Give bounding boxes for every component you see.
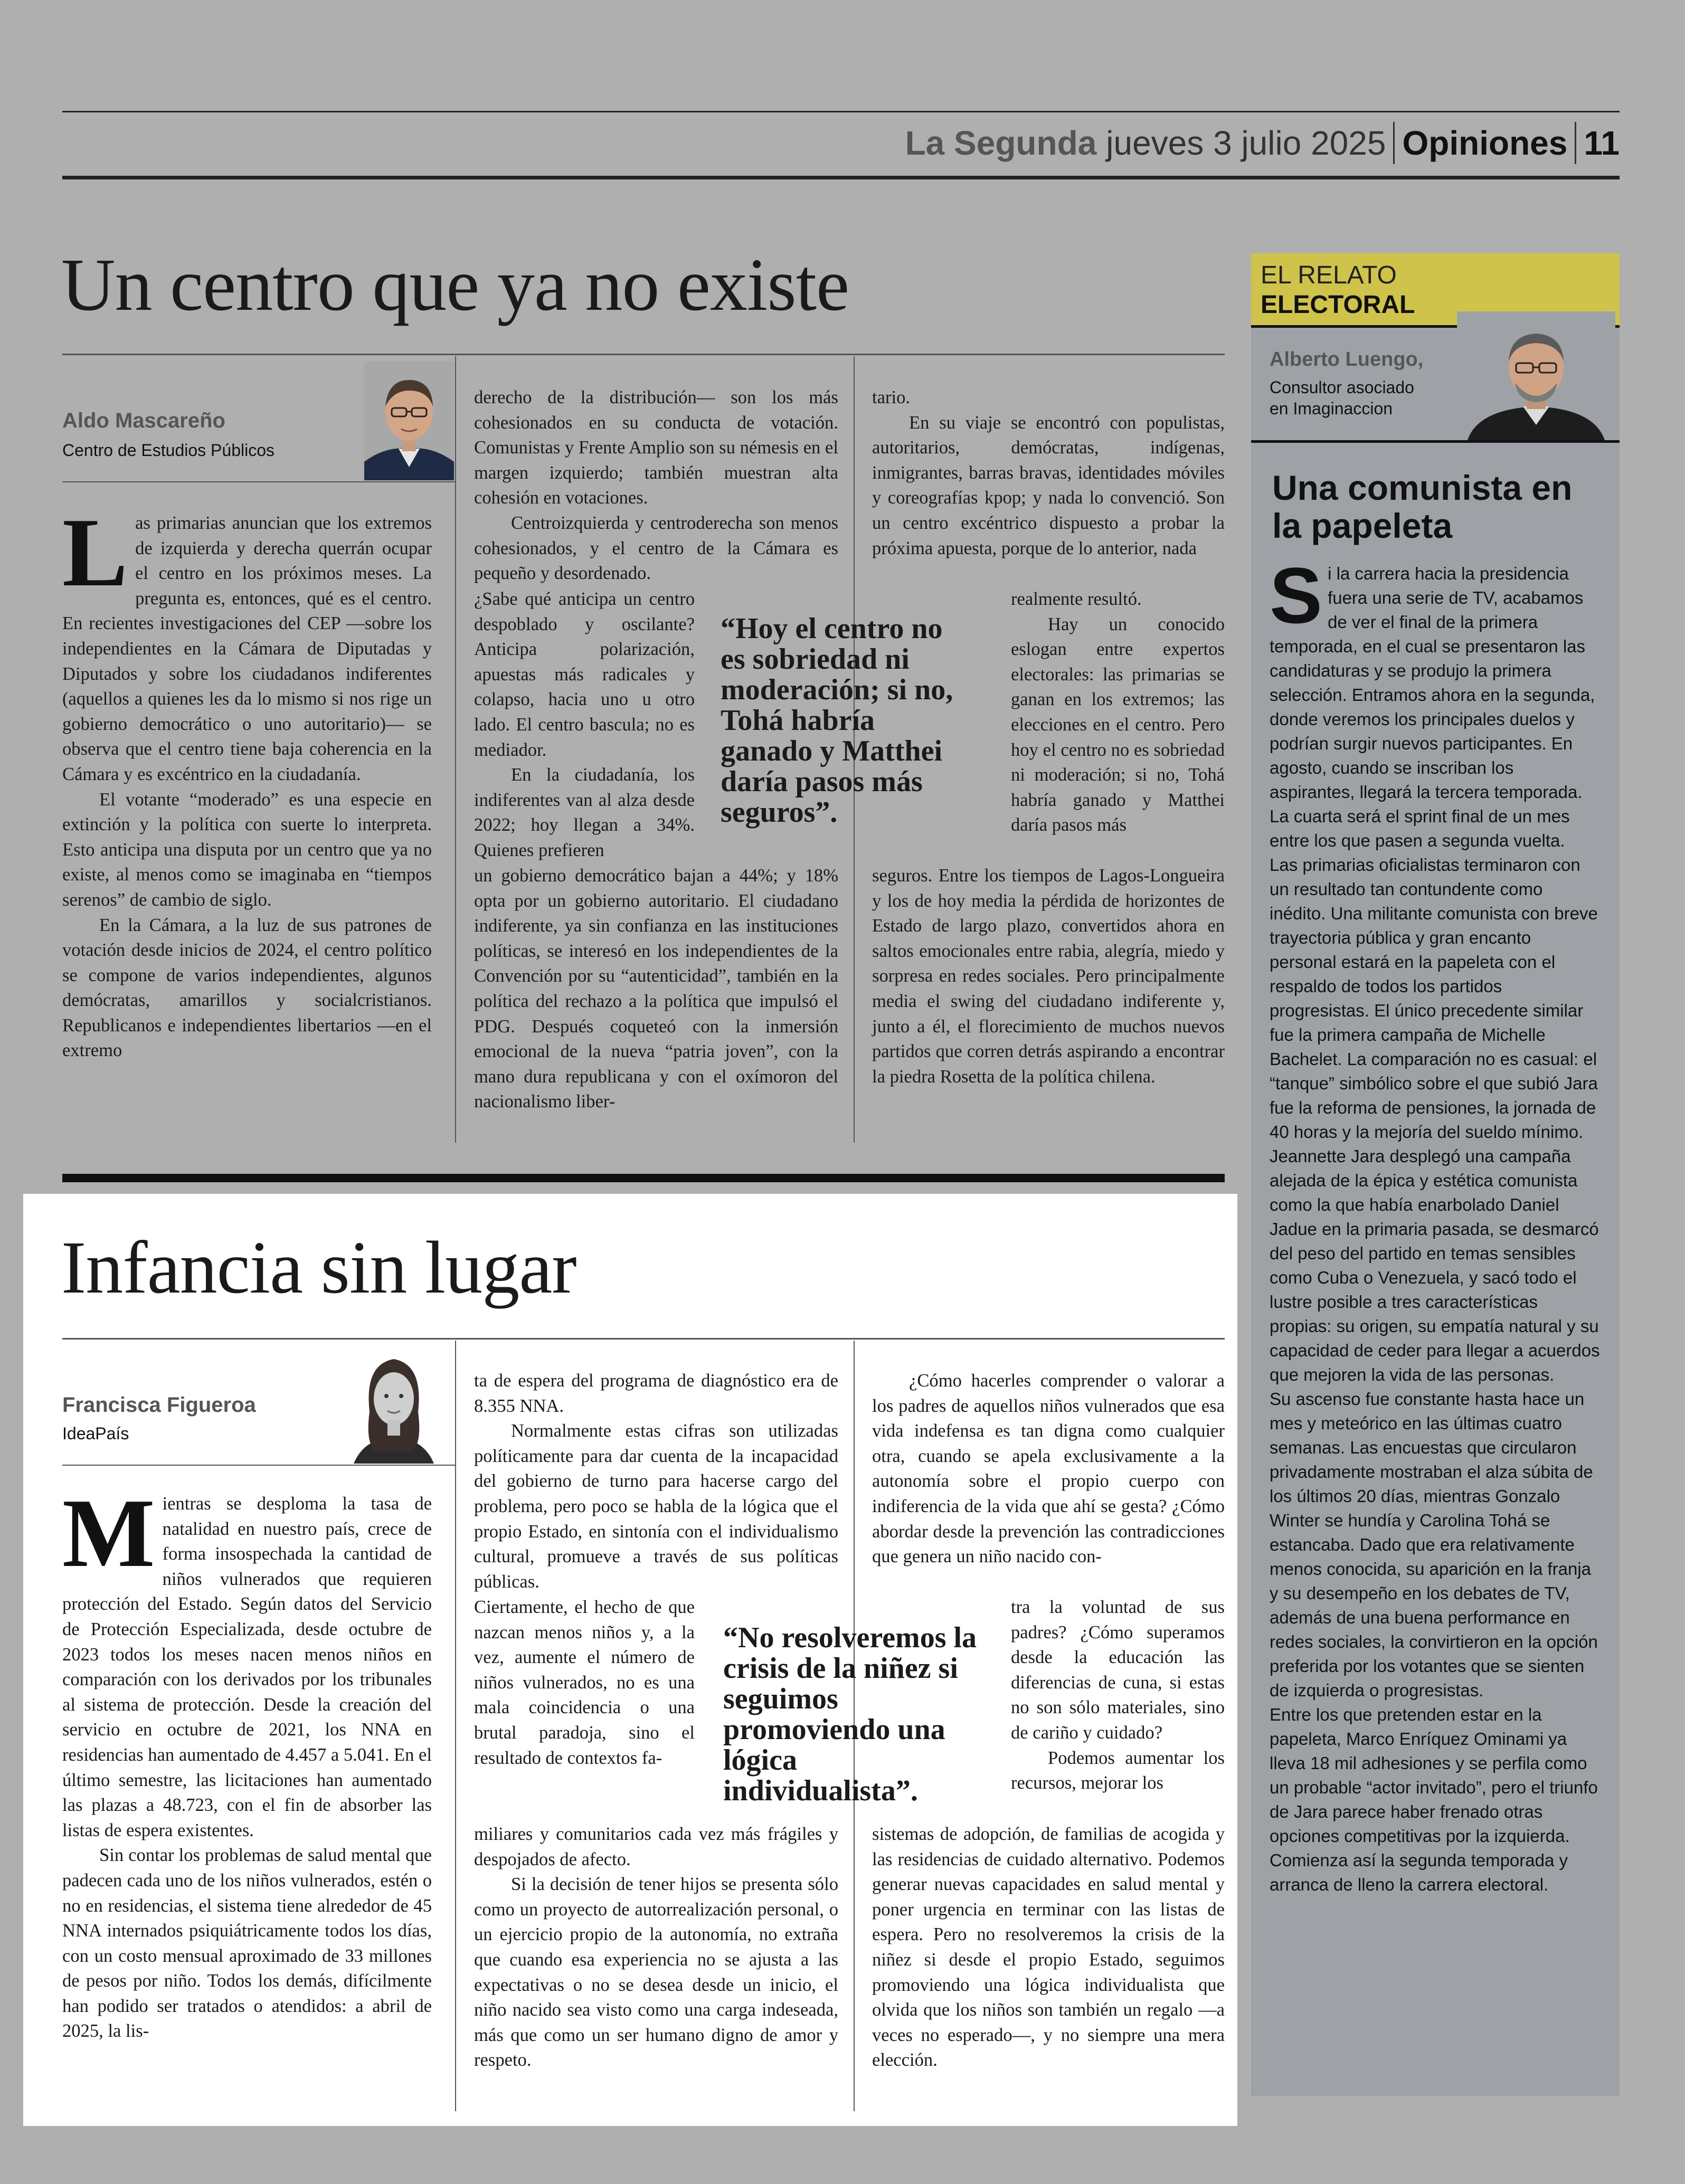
paragraph: tra la voluntad de sus padres? ¿Cómo superamos desde la educación las diferencias de cuna, si estas no son sólo materiales, sino de cariño y cuidado? xyxy=(1011,1597,1225,1743)
article1-author-rule xyxy=(62,481,456,482)
article1-title-rule xyxy=(62,354,1225,355)
article2-author: Francisca Figueroa xyxy=(62,1393,256,1417)
article1-pullquote: “Hoy el centro no es sobriedad ni moderación; si no, Tohá habría ganado y Matthei daría pasos más seguros”. xyxy=(721,612,953,829)
article1-column2-top xyxy=(474,385,838,586)
issue-date: jueves 3 julio 2025 xyxy=(1106,124,1386,162)
paragraph: En la Cámara, a la luz de sus patrones de votación desde inicios de 2024, el centro político se compone de varios independientes, algunos demócratas, amarillos y socialcristianos. Republicanos e independientes libertarios —en el extremo xyxy=(62,915,432,1061)
paragraph: as primarias anuncian que los extremos de izquierda y derecha querrán ocupar el centro en los próximos meses. La pregunta es, entonces, qué es el centro. En recientes investigaciones del CEP —sobre los independientes en la Cámara de Diputadas y Diputados y sobre los ciudadanos indiferentes (aquellos a quienes les da lo mismo si nos rige un gobierno democrático o uno autoritario)— se observa que el centro tiene baja coherencia en la Cámara y es excéntrico en la ciudadanía. xyxy=(62,513,432,784)
paragraph: miliares y comunitarios cada vez más frágiles y despojados de afecto. xyxy=(474,1824,838,1869)
paragraph: Jeannette Jara desplegó una campaña alejada de la épica y estética comunista como la que había enarbolado Daniel Jadue en la primaria pasada, se desmarcó del peso del partido en temas sensibles como Cuba o Venezuela, y sacó todo el lustre posible a tres características propias: su origen, su empatía natural y su capacidad de ceder para llegar a acuerdos que mejoren la vida de las personas. xyxy=(1270,1146,1600,1384)
paragraph: Hay un conocido eslogan entre expertos electorales: las primarias se ganan en los extremos; las elecciones en el centro. Pero hoy el centro no es sobriedad ni moderación; si no, Tohá habría ganado y Matthei daría pasos más xyxy=(1011,614,1225,835)
sidebar-rule xyxy=(1251,440,1620,443)
sidebar-tag-line2: ELECTORAL xyxy=(1261,291,1415,319)
article1-title: Un centro que ya no existe xyxy=(61,243,849,326)
article1-column3-top xyxy=(872,385,1225,561)
paragraph: ientras se desploma la tasa de natalidad en nuestro país, crece de forma insospechada la cantidad de niños vulnerados que requieren protección del Estado. Según datos del Servicio de Protección Especializada, desde octubre de 2023 todos los meses nacen menos niños en comparación con los derivados por los tribunales al sistema de protección. Desde la creación del servicio en octubre de 2021, los NNA en residencias han aumentado de 4.457 a 5.041. En el último semestre, las licitaciones han aumentado las plazas a 48.723, con el fin de absorber las listas de espera existentes. xyxy=(62,1494,432,1840)
header-divider xyxy=(1575,122,1576,164)
article2-column2-top xyxy=(474,1369,838,1594)
article2-column3-bottom xyxy=(872,1822,1225,2073)
page-number: 11 xyxy=(1584,124,1620,162)
paragraph: En su viaje se encontró con populistas, autoritarios, demócratas, indígenas, inmigrantes, barras bravas, identidades móviles y coreografías kpop; y nada lo convenció. Son un centro excéntrico dispuesto a probar la próxima apuesta, porque de lo anterior, nada xyxy=(872,412,1225,558)
article2-column2-narrow xyxy=(474,1595,695,1771)
sidebar-tag-line1: EL RELATO xyxy=(1261,261,1397,289)
paragraph: Normalmente estas cifras son utilizadas políticamente para dar cuenta de la incapacidad del gobierno de turno para hacerse cargo del problema, pero poco se habla de la lógica que el propio Estado, en sintonía con el individualismo cultural, promueve a través de sus políticas públicas. xyxy=(474,1421,838,1592)
article1-author-org: Centro de Estudios Públicos xyxy=(62,441,274,460)
paragraph: ¿Cómo hacerles comprender o valorar a los padres de aquellos niños vulnerados que esa vida indefensa es tan digna como cualquier otra, cuando se apela exclusivamente a la autonomía sobre el propio cuerpo con indiferencia de la vida que ahí se gesta? ¿Cómo abordar desde la prevención las contradicciones que genera un niño nacido con- xyxy=(872,1371,1225,1567)
article2-dropcap: M xyxy=(62,1479,155,1588)
article2-column3-top xyxy=(872,1369,1225,1570)
article1-column3-bottom xyxy=(872,863,1225,1089)
paragraph: Ciertamente, el hecho de que nazcan menos niños y, a la vez, aumente el número de niños vulnerados, no es una mala coincidencia o una brutal paradoja, sino el resultado de contextos fa- xyxy=(474,1597,695,1768)
article2-author-org: IdeaPaís xyxy=(62,1424,129,1443)
article-separator xyxy=(62,1174,1225,1182)
newspaper-brand: La Segunda xyxy=(905,124,1097,162)
article2-column1 xyxy=(62,1479,432,2044)
paragraph: ¿Sabe qué anticipa un centro despoblado y oscilante? Anticipa polarización, apuestas más radicales y colapso, hacia uno u otro lado. El centro bascula; no es mediador. xyxy=(474,589,695,760)
sidebar-dropcap: S xyxy=(1270,551,1323,640)
article2-author-rule xyxy=(62,1465,456,1466)
sidebar-body xyxy=(1270,551,1602,1897)
header-divider xyxy=(1393,122,1395,164)
author-photo-aldo xyxy=(364,362,454,480)
page-header xyxy=(905,114,1620,172)
paragraph: sistemas de adopción, de familias de acogida y las residencias de cuidado alternativo. Podemos generar nuevas capacidades en salud mental y poner urgencia en terminar con las listas de espera. Pero no resolveremos la crisis de la niñez si desde el propio Estado, seguimos promoviendo una lógica individualista que olvida que los niños son también un regalo —a veces no esperado—, y no siempre una mera elección. xyxy=(872,1824,1225,2071)
paragraph: Centroizquierda y centroderecha son menos cohesionados, y el centro de la Cámara es pequeño y desordenado. xyxy=(474,512,838,584)
article1-column2-narrow xyxy=(474,587,695,863)
paragraph: realmente resultó. xyxy=(1011,589,1142,609)
article1-column1 xyxy=(62,498,432,1063)
paragraph: i la carrera hacia la presidencia fuera una serie de TV, acabamos de ver el final de la primera temporada, en el cual se presentaron las candidaturas y se produjo la primera selección. Entramos ahora en la segunda, donde veremos los principales duelos y podrían surgir nuevos participantes. En agosto, cuando se inscriban los aspirantes, llegará la tercera temporada. La cuarta será el sprint final de un mes entre los que pasen a segunda vuelta. xyxy=(1270,564,1595,850)
paragraph: Su ascenso fue constante hasta hace un mes y meteórico en las últimas cuatro semanas. Las encuestas que circularon privadamente mostraban el alza súbita de los últimos 20 días, mientras Gonzalo Winter se hundía y Carolina Tohá se estancaba. Dado que era relativamente menos conocida, su aparición en la franja y su desempeño en los debates de TV, además de una buena performance en redes sociales, la convirtieron en la opción preferida por los votantes que se sienten de izquierda o progresistas. xyxy=(1270,1389,1598,1700)
author-photo-alberto xyxy=(1457,311,1615,440)
column-divider xyxy=(455,356,456,1143)
paragraph: Las primarias oficialistas terminaron con un resultado tan contundente como inédito. Una militante comunista con breve trayectoria pública y gran encanto personal estará en la papeleta con el respaldo de todos los partidos progresistas. El único precedente similar fue la primera campaña de Michelle Bachelet. La comparación no es casual: el “tanque” simbólico sobre el que subió Jara fue la reforma de pensiones, la jornada de 40 horas y la mejoría del sueldo mínimo. xyxy=(1270,855,1598,1142)
article2-column3-narrow xyxy=(1011,1595,1225,1796)
column-divider xyxy=(455,1341,456,2111)
article1-column2-bottom xyxy=(474,863,838,1115)
paragraph: ta de espera del programa de diagnóstico era de 8.355 NNA. xyxy=(474,1371,838,1416)
paragraph: Podemos aumentar los recursos, mejorar los xyxy=(1011,1748,1225,1793)
paragraph: seguros. Entre los tiempos de Lagos-Longueira y los de hoy media la pérdida de horizontes de Estado de largo plazo, convertidos ahora en saltos emocionales entre rabia, alegría, miedo y sorpresa en redes sociales. Pero principalmente media el swing del ciudadano indiferente y, junto a él, el florecimiento de muchos nuevos partidos que corren detrás aspirando a encontrar la piedra Rosetta de la política chilena. xyxy=(872,866,1225,1087)
sidebar-author-role: Consultor asociado xyxy=(1270,378,1414,397)
paragraph: El votante “moderado” es una especie en extinción y la política con suerte lo interpreta. Esto anticipa una disputa por un centro que ya no existe, al menos como se imaginaba en “tiempos serenos” de cambio de siglo. xyxy=(62,789,432,910)
paragraph: Sin contar los problemas de salud mental que padecen cada uno de los niños vulnerados, estén o no en residencias, el sistema tiene alrededor de 45 NNA internados psiquiátricamente todos los días, con un costo mensual aproximado de 33 millones de pesos por niño. Todos los demás, difícilmente han podido ser tratados o atendidos: a abril de 2025, la lis- xyxy=(62,1845,432,2041)
article1-column3-narrow xyxy=(1011,587,1225,838)
article1-dropcap: L xyxy=(62,498,128,607)
paragraph: Entre los que pretenden estar en la papeleta, Marco Enríquez Ominami ya lleva 18 mil adhesiones y se perfila como un probable “actor invitado”, pero el triunfo de Jara parece haber frenado otras opciones competitivas por la izquierda. Comienza así la segunda temporada y arranca de lleno la carrera electoral. xyxy=(1270,1705,1598,1894)
section-name: Opiniones xyxy=(1402,124,1568,162)
author-photo-francisca xyxy=(333,1343,455,1464)
paragraph: En la ciudadanía, los indiferentes van al alza desde 2022; hoy llegan a 34%. Quienes prefieren xyxy=(474,765,695,860)
header-bottom-rule xyxy=(62,176,1620,179)
sidebar-title: Una comunista en la papeleta xyxy=(1272,468,1573,545)
article2-column2-bottom xyxy=(474,1822,838,2073)
sidebar-author: Alberto Luengo, xyxy=(1270,348,1424,371)
article2-title: Infancia sin lugar xyxy=(61,1226,576,1309)
article2-pullquote: “No resolveremos la crisis de la niñez si seguimos promoviendo una lógica individualista”. xyxy=(723,1621,977,1807)
paragraph: un gobierno democrático bajan a 44%; y 18% opta por un gobierno autoritario. El ciudadano indiferente, ya sin confianza en las instituciones políticas, se interesó en los independientes de la Convención por su “autenticidad”, también en la política del rechazo a la política que impulsó el PDG. Después coqueteó con la inmersión emocional de la nueva “patria joven”, con la mano dura republicana y con el oxímoron del nacionalismo liber- xyxy=(474,866,838,1112)
article1-author: Aldo Mascareño xyxy=(62,409,225,432)
sidebar-author-company: en Imaginaccion xyxy=(1270,399,1393,418)
paragraph: derecho de la distribución— son los más cohesionados en su conducta de votación. Comunistas y Frente Amplio son su némesis en el margen izquierdo; también muestran alta cohesión en votaciones. xyxy=(474,387,838,508)
paragraph: Si la decisión de tener hijos se presenta sólo como un proyecto de autorrealización personal, o un ejercicio propio de la autonomía, no extraña que cuando esa experiencia no se ajusta a las expectativas o no se desea desde un inicio, el niño nacido sea visto como una carga indeseada, más que como un ser humano digno de amor y respeto. xyxy=(474,1874,838,2071)
article2-title-rule xyxy=(62,1338,1225,1340)
header-top-rule xyxy=(62,111,1620,112)
paragraph: tario. xyxy=(872,387,911,407)
